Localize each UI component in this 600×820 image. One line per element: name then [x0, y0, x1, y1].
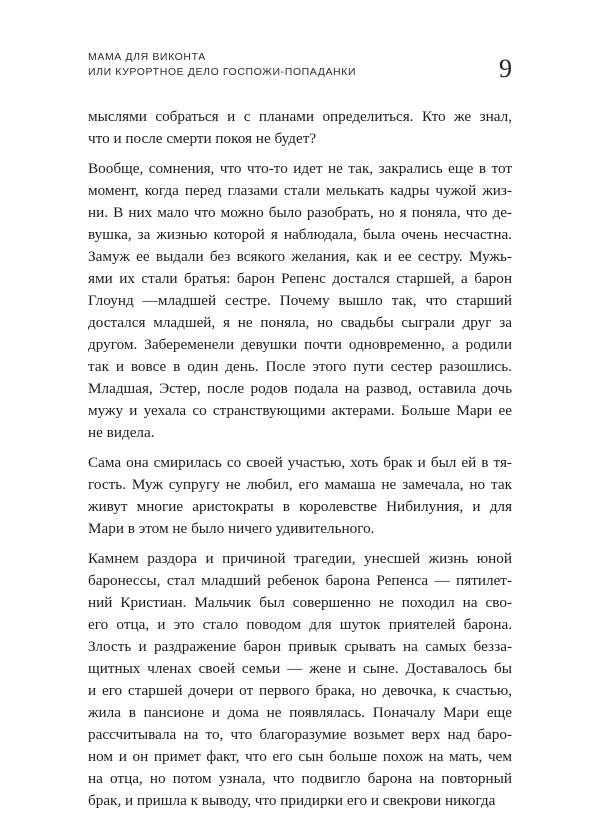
text-line: ний Кристиан. Мальчик был совершенно не походил на сво- — [88, 594, 512, 611]
running-head — [88, 50, 428, 80]
running-head-line-2: ИЛИ КУРОРТНОЕ ДЕЛО ГОСПОЖИ-ПОПАДАНКИ — [88, 66, 357, 78]
text-line: брак, и пришла к выводу, что придирки его и свекрови никогда — [88, 792, 496, 809]
page-number: 9 — [499, 54, 512, 83]
text-line: Замуж ее выдали без всякого желания, как и ее сестру. Мужь- — [88, 248, 512, 265]
text-line: Мари в этом не было ничего удивительного. — [88, 520, 375, 537]
running-head-line-1: МАМА ДЛЯ ВИКОНТА — [88, 51, 206, 63]
text-line: ни. В них мало что можно было разобрать, но я поняла, что де- — [88, 204, 512, 221]
body-text — [88, 106, 512, 820]
text-line: Злость и раздражение барон привык срывать на самых безза- — [88, 638, 512, 655]
text-line: щитных членах своей семьи — жене и сыне. Доставалось бы — [88, 660, 512, 677]
text-line: мыслями собраться и с планами определиться. Кто же знал, — [88, 108, 512, 125]
text-line: Глоунд —младшей сестре. Почему вышло так, что старший — [88, 292, 512, 309]
text-line: достался младшей, я не поняла, но свадьбы сыграли друг за — [88, 314, 512, 331]
text-line: что и после смерти покоя не будет? — [88, 130, 317, 147]
paragraph — [88, 158, 512, 444]
text-line: Сама она смирилась со своей участью, хоть брак и был ей в тя- — [88, 454, 512, 471]
text-line: мужу и уехала со странствующими актерами. Больше Мари ее — [88, 402, 512, 419]
text-line: баронессы, стал младший ребенок барона Репенса — пятилет- — [88, 572, 512, 589]
text-line: на отца, но потом узнала, что подвигло барона на повторный — [88, 770, 512, 787]
text-line: рассчитывала на то, что благоразумие возьмет верх над баро- — [88, 726, 512, 743]
text-line: момент, когда перед глазами стали мелькать кадры чужой жиз- — [88, 182, 512, 199]
text-line: его отца, и это стало поводом для шуток приятелей барона. — [88, 616, 512, 633]
text-line: ями их стали братья: барон Репенс достался старшей, а барон — [88, 270, 512, 287]
text-line: Камнем раздора и причиной трагедии, унесшей жизнь юной — [88, 550, 512, 567]
text-line: не видела. — [88, 424, 155, 441]
text-line: вушка, за жизнью которой я наблюдала, была очень несчастна. — [88, 226, 512, 243]
text-line: Младшая, Эстер, после родов подала на развод, оставила дочь — [88, 380, 512, 397]
text-line: и его старшей дочери от первого брака, но девочка, к счастью, — [88, 682, 512, 699]
paragraph — [88, 452, 512, 540]
text-line: так и вовсе в один день. После этого пути сестер разошлись. — [88, 358, 512, 375]
text-line: живут многие аристократы в королевстве Нибилуния, и для — [88, 498, 512, 515]
text-line: другом. Забеременели девушки почти одновременно, а родили — [88, 336, 512, 353]
text-line: жила в пансионе и дома не появлялась. Поначалу Мари еще — [88, 704, 512, 721]
paragraph — [88, 548, 512, 812]
text-line: Вообще, сомнения, что что-то идет не так, закрались еще в тот — [88, 160, 512, 177]
text-line: гость. Муж супругу не любил, его мамаша не замечала, но так — [88, 476, 512, 493]
text-line: ном и он примет факт, что его сын больше похож на мать, чем — [88, 748, 512, 765]
paragraph — [88, 106, 512, 150]
